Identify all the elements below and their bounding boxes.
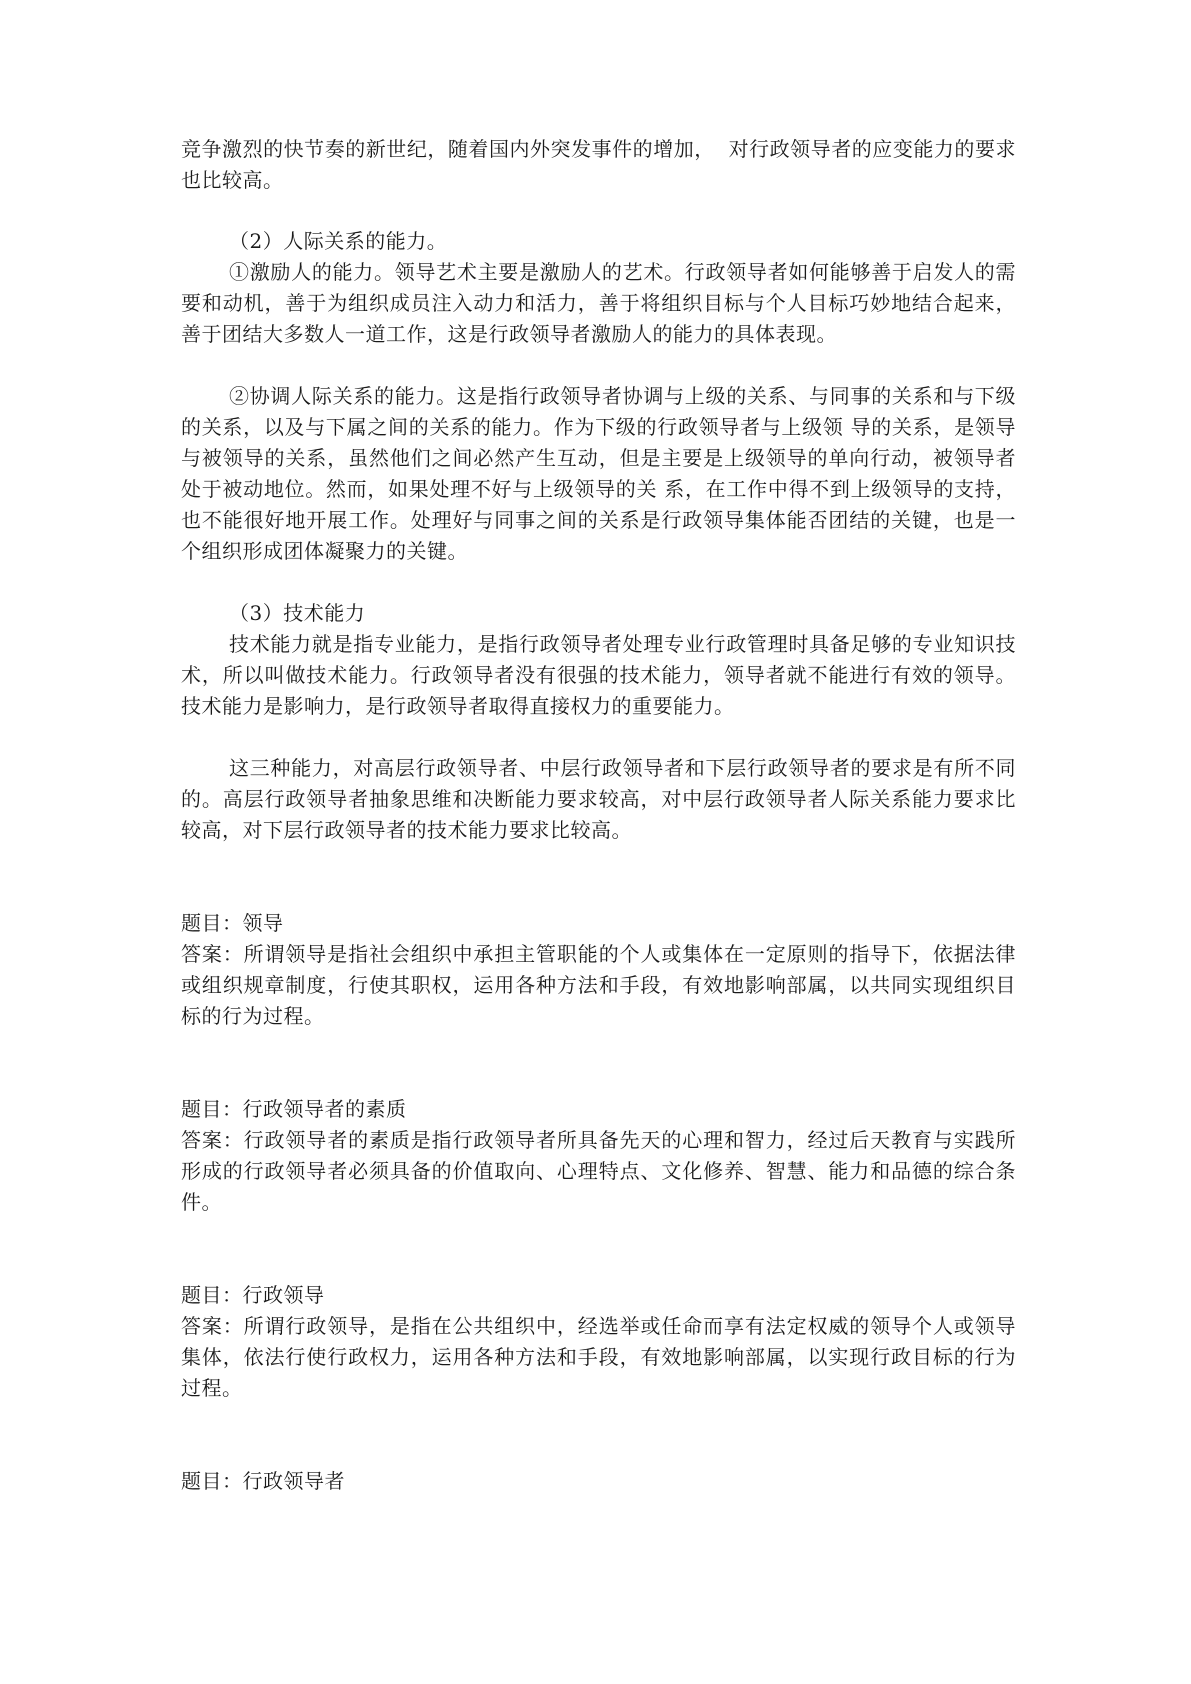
paragraph-technical-ability: 技术能力就是指专业能力，是指行政领导者处理专业行政管理时具备足够的专业知识技术，所以叫做技术能力。行政领导者没有很强的技术能力，领导者就不能进行有效的领导。技术能力是影响力，是行政领导者取得直接权力的重要能力。 (181, 632, 1016, 718)
paragraph-adaptability-continued: 竞争激烈的快节奏的新世纪，随着国内外突发事件的增加， 对行政领导者的应变能力的要求也比较高。 (181, 137, 1016, 192)
paragraph-coordination: ②协调人际关系的能力。这是指行政领导者协调与上级的关系、与同事的关系和与下级的关系，以及与下属之间的关系的能力。作为下级的行政领导者与上级领 导的关系，是领导与被领导的关系，虽然他们之间必然产生互动，但是主要是上级领导的单向行动，被领导者处于被动地位。然而，如果处理不好与上级领导的关 系，在工作中得不到上级领导的支持，也不能很好地开展工作。处理好与同事之间的关系是行政领导集体能否团结的关键，也是一个组织形成团体凝聚力的关键。 (181, 384, 1016, 563)
question-title: 题目：领导 (181, 911, 284, 935)
question-title: 题目：行政领导者 (181, 1469, 345, 1493)
question-title: 题目：行政领导 (181, 1283, 325, 1307)
paragraph-three-abilities: 这三种能力，对高层行政领导者、中层行政领导者和下层行政领导者的要求是有所不同的。高层行政领导者抽象思维和决断能力要求较高，对中层行政领导者人际关系能力要求比较高，对下层行政领导者的技术能力要求比较高。 (181, 756, 1016, 842)
question-title: 题目：行政领导者的素质 (181, 1097, 407, 1121)
answer-text: 答案：所谓行政领导，是指在公共组织中，经选举或任命而享有法定权威的领导个人或领导集体，依法行使行政权力，运用各种方法和手段，有效地影响部属，以实现行政目标的行为过程。 (181, 1314, 1016, 1400)
paragraph-motivation: ①激励人的能力。领导艺术主要是激励人的艺术。行政领导者如何能够善于启发人的需要和动机，善于为组织成员注入动力和活力，善于将组织目标与个人目标巧妙地结合起来，善于团结大多数人一道工作，这是行政领导者激励人的能力的具体表现。 (181, 260, 1016, 346)
answer-text: 答案：所谓领导是指社会组织中承担主管职能的个人或集体在一定原则的指导下，依据法律或组织规章制度，行使其职权，运用各种方法和手段，有效地影响部属，以共同实现组织目标的行为过程。 (181, 942, 1016, 1028)
section-heading-interpersonal: （2）人际关系的能力。 (229, 229, 448, 253)
section-heading-technical: （3）技术能力 (229, 601, 366, 625)
answer-text: 答案：行政领导者的素质是指行政领导者所具备先天的心理和智力，经过后天教育与实践所形成的行政领导者必须具备的价值取向、心理特点、文化修养、智慧、能力和品德的综合条件。 (181, 1128, 1016, 1214)
